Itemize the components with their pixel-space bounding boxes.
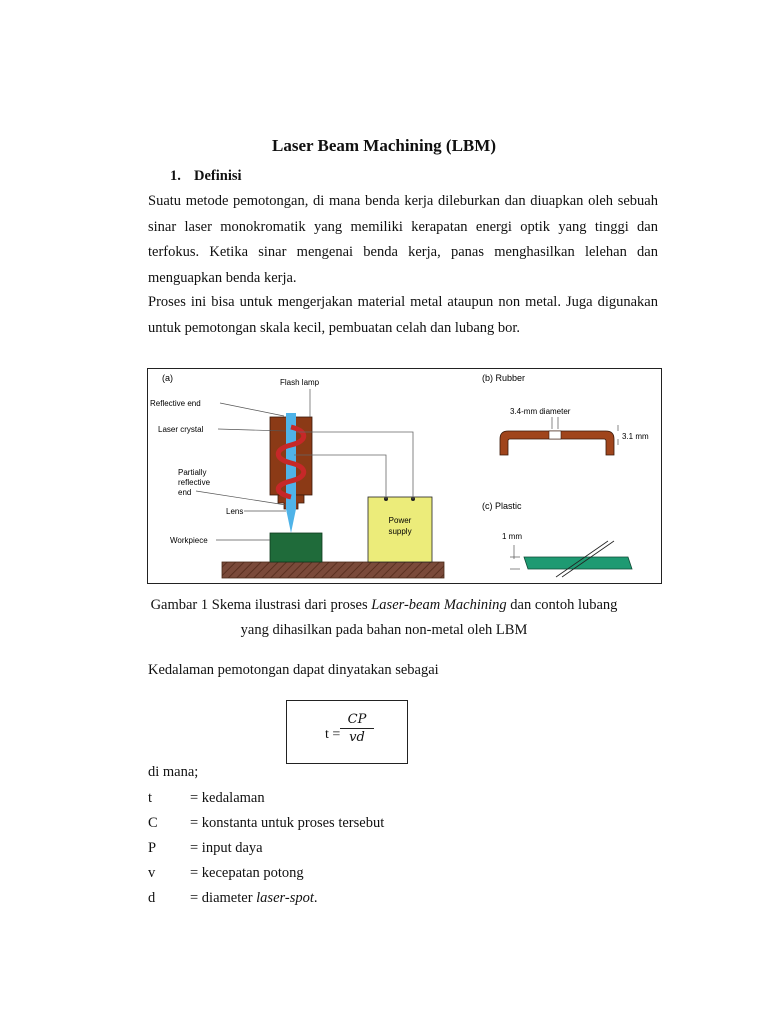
formula-fraction bbox=[340, 712, 374, 745]
definition-paragraph: Suatu metode pemotongan, di mana benda kerja dileburkan dan diuapkan oleh sebuah sinar laser monokromatik yang memiliki kerapatan energi optik yang tinggi dan terfokus. Ketika sinar mengenai benda kerja, panas menghasilkan lelehan dan menguapkan benda kerja. bbox=[148, 193, 658, 286]
caption-italic: Laser-beam Machining bbox=[371, 597, 507, 613]
formula-lhs: t = bbox=[325, 727, 341, 742]
wire-2 bbox=[296, 432, 413, 499]
partially-label-1: Partially bbox=[178, 468, 207, 477]
figure-caption bbox=[0, 593, 768, 643]
usage-paragraph: Proses ini bisa untuk mengerjakan material metal ataupun non metal. Juga digunakan untuk pemotongan skala kecil, pembuatan celah dan lubang bor. bbox=[148, 294, 658, 336]
plastic-profile bbox=[524, 557, 632, 569]
panel-c-label: (c) Plastic bbox=[482, 501, 522, 511]
flash-lamp-label: Flash lamp bbox=[280, 378, 320, 387]
machine-base bbox=[222, 562, 444, 578]
lens-label: Lens bbox=[226, 507, 244, 516]
lbm-figure bbox=[147, 368, 662, 584]
panel-b-label: (b) Rubber bbox=[482, 373, 526, 383]
power-label-1: Power bbox=[388, 516, 412, 525]
formula-numerator: CP bbox=[347, 712, 367, 727]
focused-beam bbox=[286, 509, 296, 533]
lbm-schematic bbox=[148, 369, 661, 583]
plastic-dim-label: 1 mm bbox=[502, 532, 522, 541]
caption-line-1: Gambar 1 Skema ilustrasi dari proses Laser-beam Machining dan contoh lubang bbox=[150, 597, 618, 613]
section-label: Definisi bbox=[194, 168, 242, 184]
variable-symbol: d bbox=[148, 890, 156, 906]
section-number: 1. bbox=[170, 168, 181, 184]
partially-label-3: end bbox=[178, 488, 192, 497]
variable-symbol: C bbox=[148, 815, 158, 831]
workpiece-label: Workpiece bbox=[170, 536, 208, 545]
laser-crystal-label: Laser crystal bbox=[158, 425, 204, 434]
fraction-bar bbox=[340, 728, 374, 729]
variable-definition: = kecepatan potong bbox=[190, 865, 304, 881]
rubber-hole bbox=[549, 431, 561, 439]
diameter-label: 3.4-mm diameter bbox=[510, 407, 571, 416]
document-title: Laser Beam Machining (LBM) bbox=[272, 136, 496, 155]
section-heading bbox=[170, 168, 242, 185]
formula-denominator: vd bbox=[349, 730, 365, 745]
variable-symbol: P bbox=[148, 840, 157, 856]
variable-definition: = input daya bbox=[190, 840, 263, 856]
thickness-label: 3.1 mm bbox=[622, 432, 649, 441]
formula-intro: Kedalaman pemotongan dapat dinyatakan sebagai bbox=[148, 662, 439, 678]
power-label-2: supply bbox=[388, 527, 412, 536]
caption-line-2: yang dihasilkan pada bahan non-metal oleh LBM bbox=[240, 622, 528, 638]
variable-definition: = konstanta untuk proses tersebut bbox=[190, 815, 385, 831]
variable-definition: = kedalaman bbox=[190, 790, 265, 806]
panel-a-label: (a) bbox=[162, 373, 173, 383]
reflective-end-label: Reflective end bbox=[150, 399, 201, 408]
variable-symbol: t bbox=[148, 790, 153, 806]
where-label: di mana; bbox=[148, 764, 199, 780]
partially-label-2: reflective bbox=[178, 478, 211, 487]
variable-definition: = diameter laser-spot. bbox=[190, 890, 318, 906]
workpiece bbox=[270, 533, 322, 562]
variable-symbol: v bbox=[148, 865, 156, 881]
